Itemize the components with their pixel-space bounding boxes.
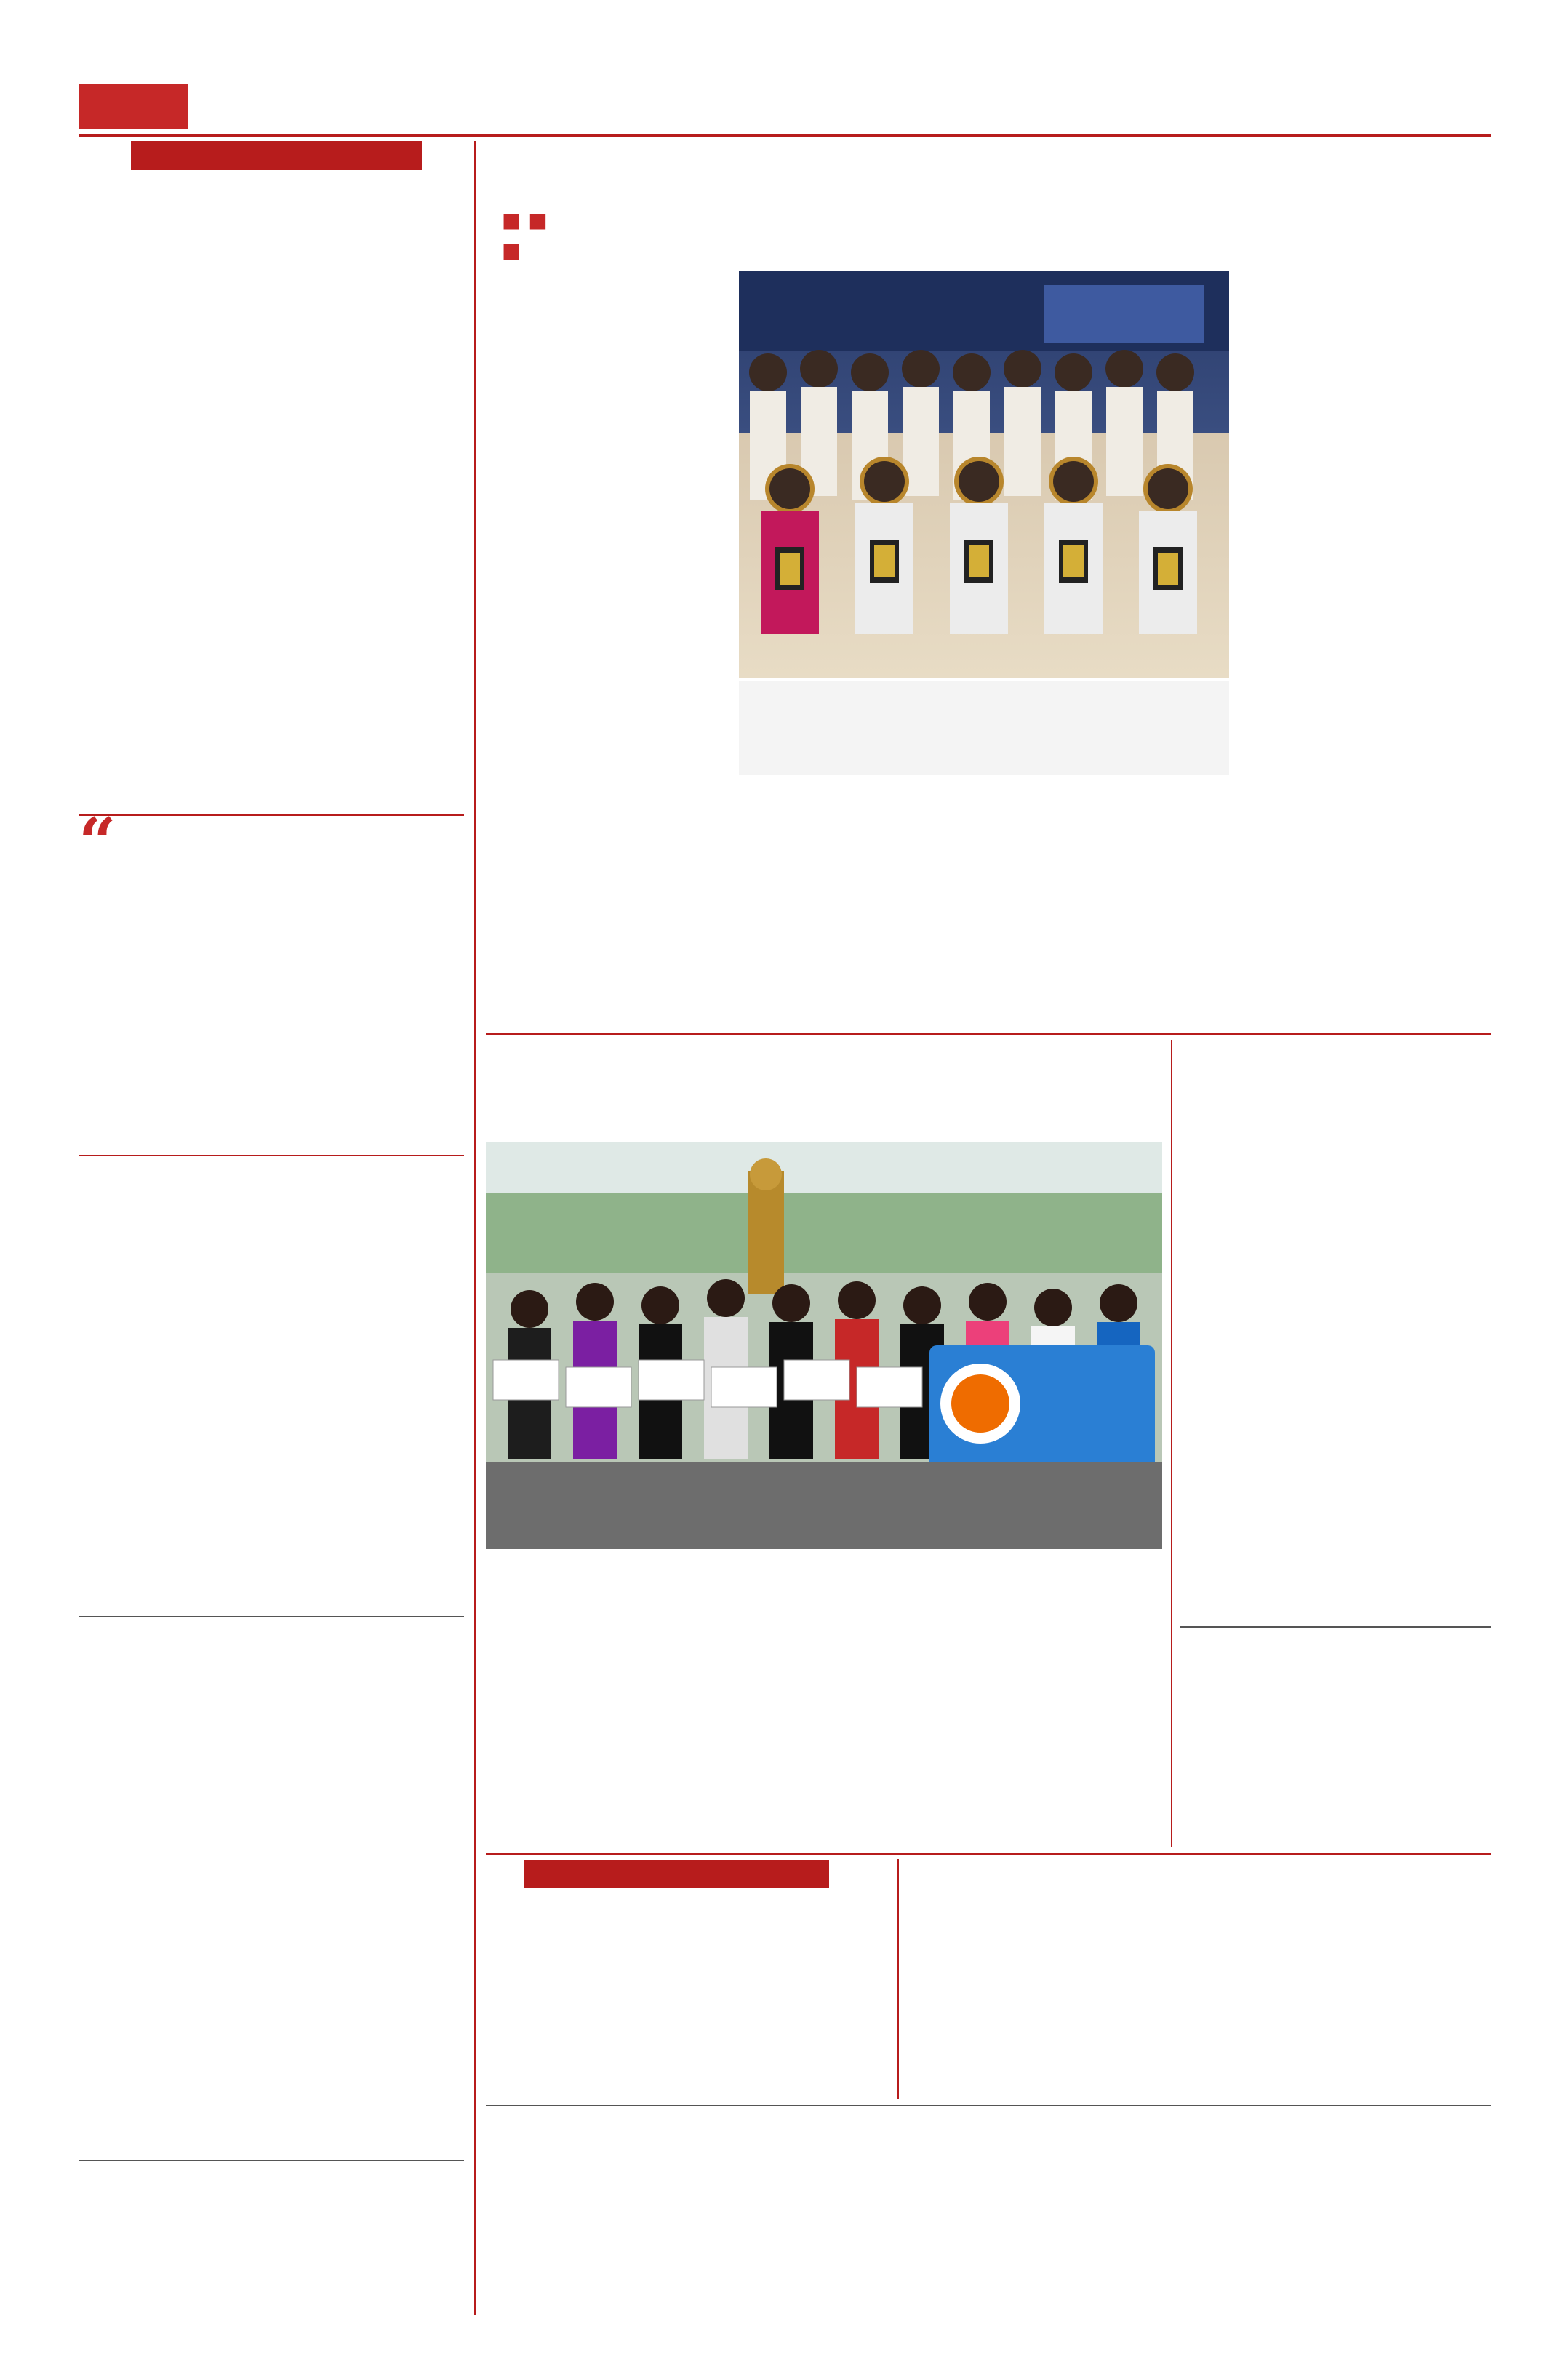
section-rule: [486, 2105, 1491, 2106]
award-photo: [739, 271, 1229, 678]
quote-icon: “: [79, 804, 116, 881]
divider: [1180, 1626, 1491, 1628]
column-rule: [474, 141, 476, 2315]
bullet-icon: ■: [502, 208, 521, 232]
divider: [79, 1616, 464, 1617]
bullet-icon: ■: [502, 239, 521, 263]
pullquote: [79, 804, 464, 1156]
protest-body: [486, 1556, 1162, 1847]
pay-kicker: [524, 1860, 829, 1888]
madilu-body: [79, 1244, 464, 1607]
basavaraju-body: [1180, 1706, 1491, 1847]
award-photo-caption: [739, 681, 1229, 775]
protest-photo: [486, 1142, 1162, 1549]
section-rule: [486, 1033, 1491, 1035]
column-rule: [1171, 1040, 1172, 1847]
section-rule: [486, 1853, 1491, 1855]
pocso-body: [79, 218, 464, 800]
pullquote-text: [79, 868, 464, 1133]
column-rule: [897, 1859, 899, 2099]
janata-body: [1180, 1117, 1491, 1619]
rally-body: [79, 2218, 464, 2313]
rail-body: [79, 1673, 464, 2153]
protest-photo-illustration: [486, 1142, 1162, 1549]
award-photo-illustration: [739, 271, 1229, 678]
masthead-rule: [79, 134, 1491, 137]
continuation-label: [131, 141, 422, 170]
lead-body-mid2: [986, 782, 1229, 1027]
lead-body-left: [486, 271, 730, 1027]
lead-body-right: [1238, 271, 1491, 1027]
lead-body-mid: [739, 782, 976, 1027]
page-number-box: [79, 84, 188, 129]
divider: [79, 2160, 464, 2161]
pay-body: [486, 1934, 890, 2094]
lead-subheads: [502, 205, 1491, 266]
bullet-icon: ■: [528, 208, 548, 232]
